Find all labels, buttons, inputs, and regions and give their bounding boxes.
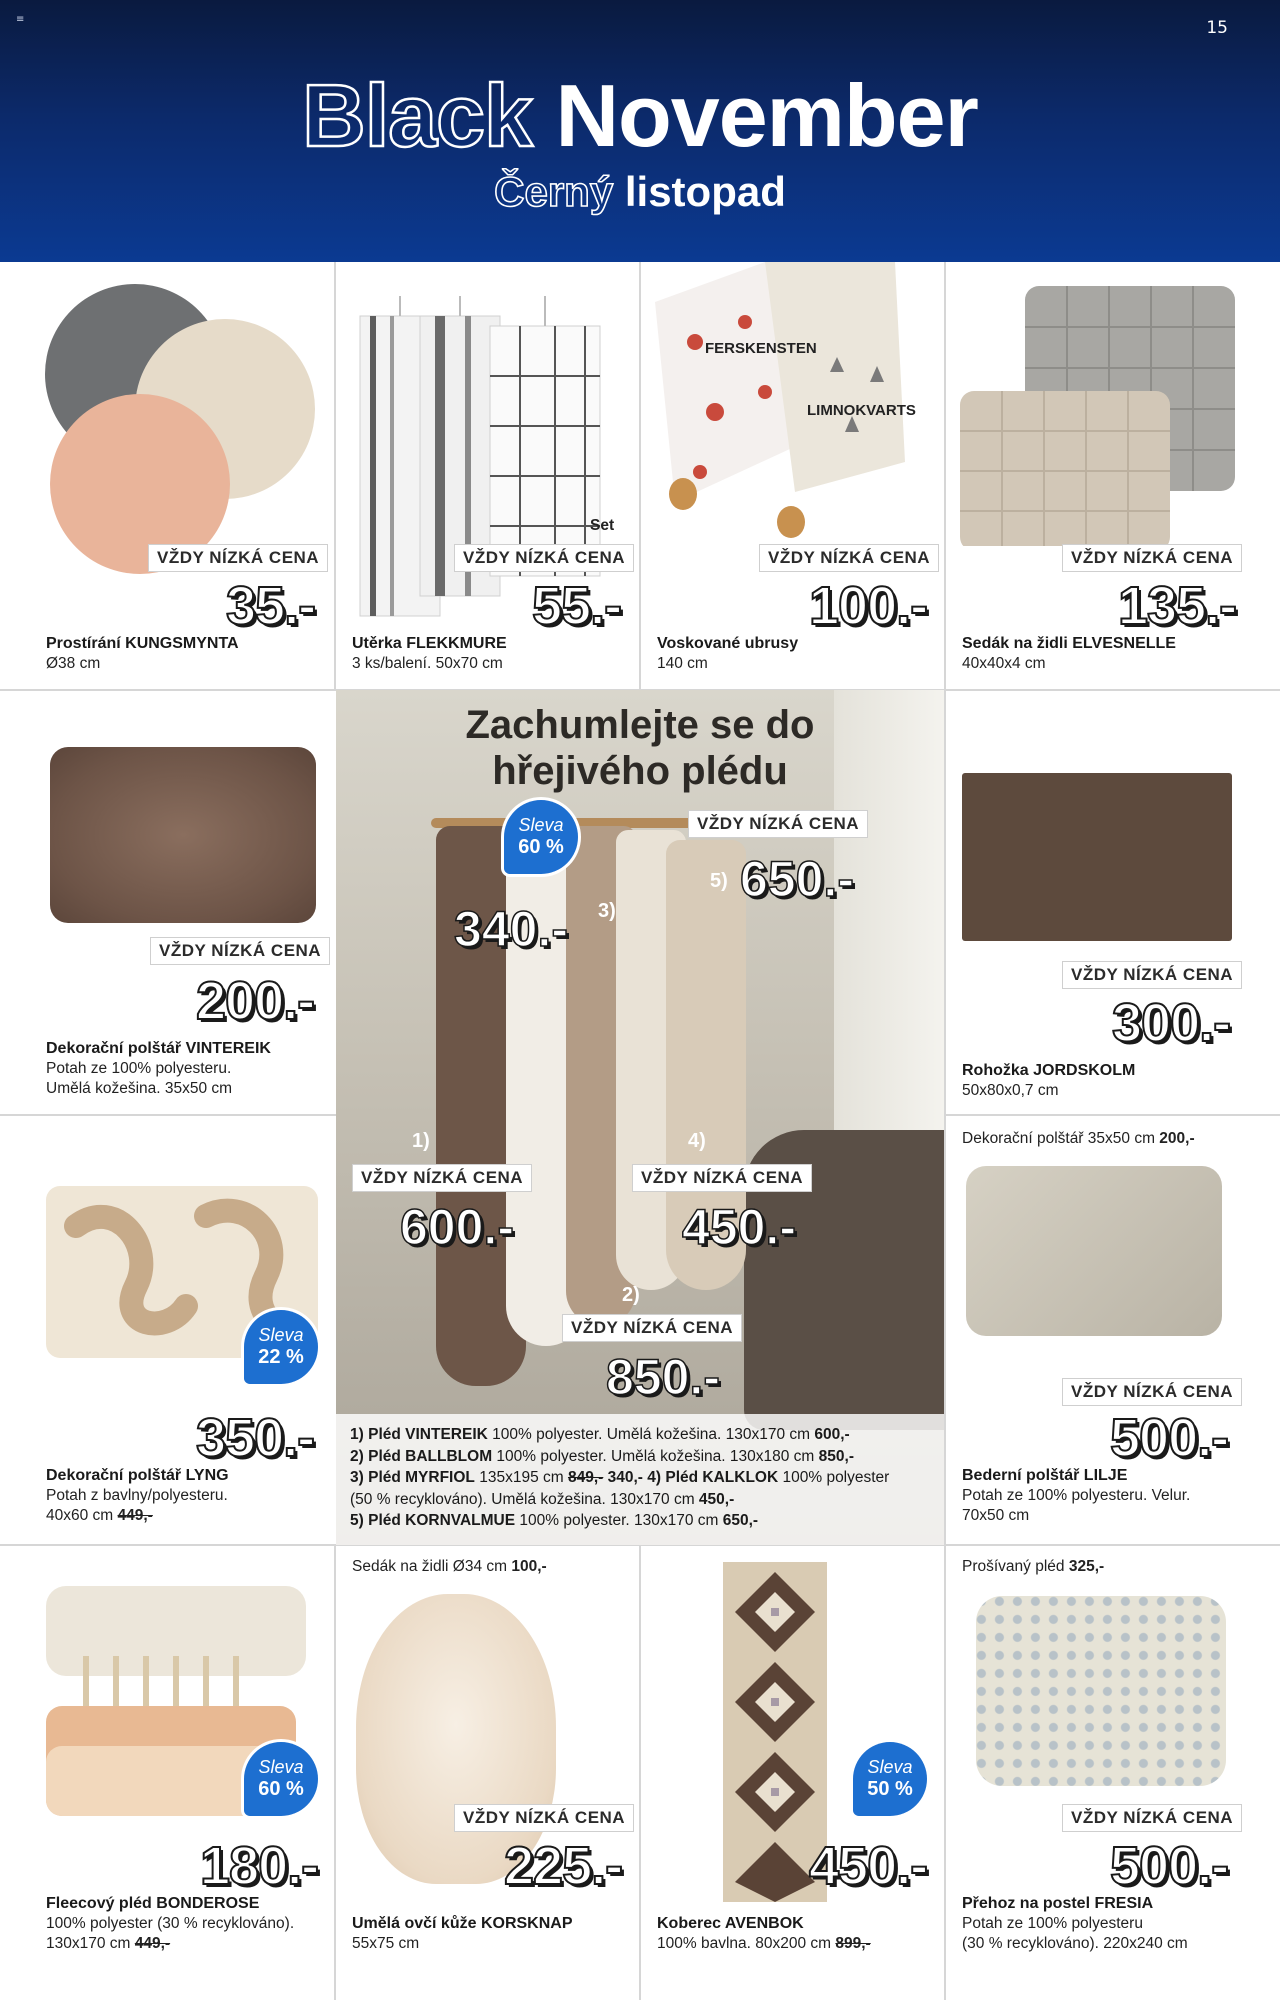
price: 100.- — [809, 576, 928, 636]
product-desc: Umělá kožešina. 35x50 cm — [46, 1080, 233, 1097]
product-desc: 100% polyester (30 % recyklováno). — [46, 1915, 295, 1932]
page-number: 15 — [1206, 18, 1228, 38]
price: 450.- — [809, 1836, 928, 1896]
extra-offer-text: Prošívaný pléd — [962, 1558, 1065, 1575]
price: 350.- — [196, 1408, 315, 1468]
product-name: Přehoz na postel FRESIA — [962, 1895, 1154, 1912]
discount-value: 60 % — [518, 836, 564, 858]
size-text: 130x170 cm — [46, 1935, 131, 1952]
throws-legend — [336, 1414, 944, 1545]
extra-offer-text: Dekorační polštář 35x50 cm — [962, 1130, 1155, 1147]
legend-row: 1) Pléd VINTEREIK 100% polyester. Umělá kožešina. 130x170 cm 600,- — [350, 1426, 850, 1443]
extra-offer — [352, 1558, 547, 1576]
price-2: 850.- — [606, 1349, 720, 1405]
extra-offer — [962, 1558, 1104, 1576]
price-1: 600.- — [400, 1199, 514, 1255]
product-name: Dekorační polštář LYNG — [46, 1467, 229, 1484]
legend-row: (50 % recyklováno). Umělá kožešina. 130x170 cm 450,- — [350, 1490, 735, 1508]
subtitle-outline: Černý — [494, 168, 614, 215]
product-desc: 50x80x0,7 cm — [962, 1082, 1059, 1099]
product-card-avenbok[interactable] — [641, 1546, 944, 2000]
product-card-lilje[interactable] — [946, 1116, 1280, 1544]
discount-value: 22 % — [258, 1346, 304, 1368]
discount-label: Sleva — [258, 1757, 304, 1777]
product-name: Umělá ovčí kůže KORSKNAP — [352, 1915, 573, 1932]
price: 200.- — [196, 971, 315, 1031]
product-name: Sedák na židli ELVESNELLE — [962, 635, 1176, 652]
product-desc: 3 ks/balení. 50x70 cm — [352, 655, 503, 672]
price: 500.- — [1110, 1408, 1229, 1468]
lumbar-pillow-image — [966, 1166, 1222, 1336]
extra-offer-price: 325,- — [1068, 1558, 1105, 1575]
price: 55.- — [532, 576, 622, 636]
product-card-lyng[interactable] — [0, 1116, 334, 1544]
title-solid: November — [555, 66, 978, 165]
bedspread-image — [976, 1596, 1226, 1786]
header-banner — [0, 0, 1280, 262]
price-5: 650.- — [740, 851, 854, 907]
fur-pillow-image — [50, 747, 316, 923]
feature-title-line1: Zachumlejte se do — [465, 703, 815, 747]
low-price-badge: VŽDY NÍZKÁ CENA — [454, 1804, 634, 1832]
low-price-badge: VŽDY NÍZKÁ CENA — [1062, 961, 1242, 989]
page-title — [0, 66, 1280, 166]
product-card-korsknap[interactable] — [336, 1546, 639, 2000]
price: 180.- — [200, 1836, 319, 1896]
discount-value: 60 % — [258, 1778, 304, 1800]
discount-label: Sleva — [258, 1325, 304, 1345]
low-price-badge: VŽDY NÍZKÁ CENA — [1062, 1378, 1242, 1406]
item-number: 2) — [622, 1284, 640, 1306]
towels-image — [350, 286, 620, 626]
product-desc: Ø38 cm — [46, 655, 101, 672]
price-sale: 340.- — [454, 901, 568, 957]
product-card-fresia[interactable] — [946, 1546, 1280, 2000]
product-name: Koberec AVENBOK — [657, 1915, 804, 1932]
legend-row: 5) Pléd KORNVALMUE 100% polyester. 130x170 cm 650,- — [350, 1512, 759, 1529]
seat-cushions-image — [960, 286, 1250, 546]
tablecloth-label-a: FERSKENSTEN — [705, 340, 817, 357]
product-desc — [657, 1934, 871, 1954]
feature-throws — [336, 690, 944, 1545]
page-subtitle — [0, 168, 1280, 216]
product-name: Utěrka FLEKKMURE — [352, 635, 507, 652]
extra-offer — [962, 1130, 1195, 1148]
discount-label: Sleva — [867, 1757, 913, 1777]
price-4: 450.- — [682, 1199, 796, 1255]
legend-row: 3) Pléd MYRFIOL 135x195 cm 849,- 340,- 4) Pléd KALKLOK 100% polyester — [350, 1469, 890, 1486]
item-number: 4) — [688, 1130, 706, 1152]
placemats-image — [40, 284, 320, 574]
extra-offer-price: 200,- — [1159, 1130, 1195, 1147]
product-desc: Potah ze 100% polyesteru. — [46, 1060, 232, 1077]
product-name: Voskované ubrusy — [657, 635, 799, 652]
product-desc: Potah ze 100% polyesteru — [962, 1915, 1143, 1932]
product-card-vintereik[interactable] — [0, 691, 334, 1114]
old-price: 449,- — [117, 1507, 153, 1524]
price: 225.- — [504, 1836, 623, 1896]
subtitle-solid: listopad — [624, 168, 786, 215]
product-card-elvesnelle[interactable] — [946, 262, 1280, 689]
doormat-image — [962, 773, 1232, 941]
old-price: 899,- — [835, 1935, 871, 1952]
menu-icon[interactable]: ≡ — [16, 14, 25, 25]
feature-title — [336, 702, 944, 794]
product-desc: 140 cm — [657, 655, 708, 672]
low-price-badge: VŽDY NÍZKÁ CENA — [352, 1164, 532, 1192]
low-price-badge: VŽDY NÍZKÁ CENA — [148, 544, 328, 572]
low-price-badge: VŽDY NÍZKÁ CENA — [562, 1314, 742, 1342]
discount-badge — [244, 1310, 318, 1384]
discount-badge — [504, 800, 578, 874]
price: 500.- — [1110, 1836, 1229, 1896]
low-price-badge: VŽDY NÍZKÁ CENA — [1062, 544, 1242, 572]
legend-row: 2) Pléd BALLBLOM 100% polyester. Umělá kožešina. 130x180 cm 850,- — [350, 1447, 854, 1465]
product-name: Bederní polštář LILJE — [962, 1467, 1128, 1484]
price: 35.- — [226, 576, 316, 636]
product-card-voskovane-ubrusy[interactable] — [641, 262, 944, 689]
price: 300.- — [1112, 993, 1231, 1053]
price: 135.- — [1118, 576, 1237, 636]
product-name: Prostírání KUNGSMYNTA — [46, 635, 239, 652]
product-card-kungsmynta[interactable] — [0, 262, 334, 689]
discount-label: Sleva — [518, 815, 564, 835]
low-price-badge: VŽDY NÍZKÁ CENA — [1062, 1804, 1242, 1832]
discount-value: 50 % — [867, 1778, 913, 1800]
product-desc: 55x75 cm — [352, 1935, 420, 1952]
discount-badge — [853, 1742, 927, 1816]
low-price-badge: VŽDY NÍZKÁ CENA — [632, 1164, 812, 1192]
product-name: Dekorační polštář VINTEREIK — [46, 1040, 271, 1057]
extra-offer-price: 100,- — [511, 1558, 547, 1575]
product-card-bonderose[interactable] — [0, 1546, 334, 2000]
product-card-flekkmure[interactable] — [336, 262, 639, 689]
low-price-badge: VŽDY NÍZKÁ CENA — [150, 937, 330, 965]
product-desc: 40x40x4 cm — [962, 655, 1046, 672]
title-outline: Black — [302, 66, 532, 165]
tablecloth-label-b: LIMNOKVARTS — [807, 402, 916, 419]
product-name: Rohožka JORDSKOLM — [962, 1062, 1136, 1079]
feature-title-line2: hřejivého plédu — [492, 749, 788, 793]
product-desc: Potah ze 100% polyesteru. Velur. — [962, 1487, 1191, 1504]
item-number: 5) — [710, 870, 728, 892]
set-label: Set — [590, 517, 615, 534]
extra-offer-text: Sedák na židli Ø34 cm — [352, 1558, 508, 1575]
product-name: Fleecový pléd BONDEROSE — [46, 1895, 260, 1912]
size-text: 100% bavlna. 80x200 cm — [657, 1935, 832, 1952]
product-desc — [46, 1506, 153, 1526]
product-desc: Potah z bavlny/polyesteru. — [46, 1487, 228, 1504]
old-price: 449,- — [134, 1935, 171, 1952]
item-number: 3) — [598, 900, 616, 922]
low-price-badge: VŽDY NÍZKÁ CENA — [688, 810, 868, 838]
product-card-jordskolm[interactable] — [946, 691, 1280, 1114]
low-price-badge: VŽDY NÍZKÁ CENA — [454, 544, 634, 572]
product-desc: 70x50 cm — [962, 1507, 1030, 1524]
size-text: 40x60 cm — [46, 1507, 114, 1524]
item-number: 1) — [412, 1130, 430, 1152]
product-desc: (30 % recyklováno). 220x240 cm — [962, 1935, 1188, 1952]
product-desc — [46, 1934, 170, 1954]
low-price-badge: VŽDY NÍZKÁ CENA — [759, 544, 939, 572]
discount-badge — [244, 1742, 318, 1816]
